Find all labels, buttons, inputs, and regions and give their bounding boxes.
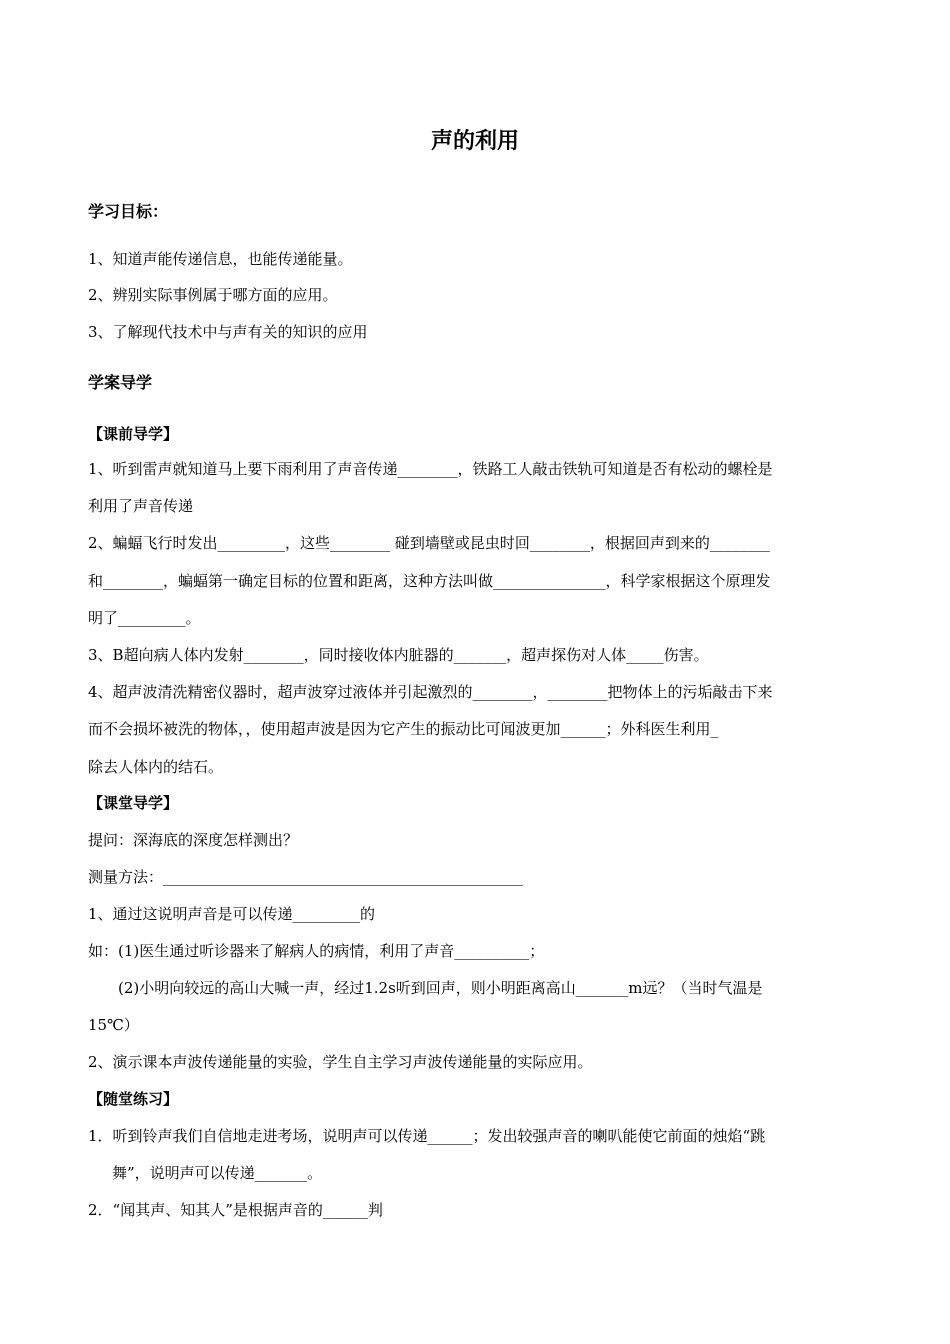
- in-class-line: 提问：深海底的深度怎样测出？: [88, 831, 299, 849]
- in-class-line: 15℃）: [88, 1016, 139, 1034]
- in-class-line: 2、演示课本声波传递能量的实验，学生自主学习声波传递能量的实际应用。: [88, 1053, 593, 1071]
- in-class-line: 如：(1)医生通过听诊器来了解病人的病情，利用了声音__________；: [88, 942, 545, 960]
- pre-class-line: 4、超声波清洗精密仪器时，超声波穿过液体并引起激烈的________，________把物体上的污垢敲击下来: [88, 683, 773, 701]
- in-class-line: (2)小明向较远的高山大喊一声，经过1.2s听到回声，则小明距离高山_______m远？（当时气温是: [118, 979, 763, 997]
- goal-item-1: 1、知道声能传递信息，也能传递能量。: [88, 250, 353, 268]
- practice-line: 2．“闻其声、知其人”是根据声音的______判: [88, 1201, 383, 1219]
- pre-class-line: 利用了声音传递: [88, 497, 194, 515]
- pre-class-line: 而不会损坏被洗的物体，，使用超声波是因为它产生的振动比可闻波更加______；外科医生利用_: [88, 720, 719, 738]
- pre-class-line: 3、B超向病人体内发射________，同时接收体内脏器的_______，超声探伤对人体_____伤害。: [88, 646, 709, 664]
- in-class-line: 1、通过这说明声音是可以传递_________的: [88, 905, 376, 923]
- goal-item-2: 2、辨别实际事例属于哪方面的应用。: [88, 286, 338, 304]
- in-class-line: 测量方法：________________________________________________: [88, 868, 524, 886]
- goal-item-3: 3、了解现代技术中与声有关的知识的应用: [88, 323, 368, 341]
- practice-line: 舞”，说明声可以传递_______。: [112, 1164, 323, 1182]
- practice-heading: 【随堂练习】: [88, 1090, 179, 1108]
- pre-class-line: 1、听到雷声就知道马上要下雨利用了声音传递________，铁路工人敲击铁轨可知道是否有松动的螺栓是: [88, 460, 773, 478]
- pre-class-line: 和________，蝙蝠第一确定目标的位置和距离，这种方法叫做_______________，科学家根据这个原理发: [88, 572, 771, 590]
- in-class-heading: 【课堂导学】: [88, 794, 179, 812]
- pre-class-line: 除去人体内的结石。: [88, 758, 224, 776]
- guide-heading: 学案导学: [88, 373, 153, 392]
- pre-class-heading: 【课前导学】: [88, 425, 179, 443]
- pre-class-line: 明了_________。: [88, 609, 201, 627]
- goals-heading: 学习目标：: [88, 202, 169, 221]
- page-title: 声的利用: [430, 129, 519, 154]
- pre-class-line: 2、蝙蝠飞行时发出_________，这些________ 碰到墙壁或昆虫时回________，根据回声到来的________: [88, 534, 770, 552]
- practice-line: 1．听到铃声我们自信地走进考场，说明声可以传递______；发出较强声音的喇叭能使它前面的烛焰“跳: [88, 1127, 766, 1145]
